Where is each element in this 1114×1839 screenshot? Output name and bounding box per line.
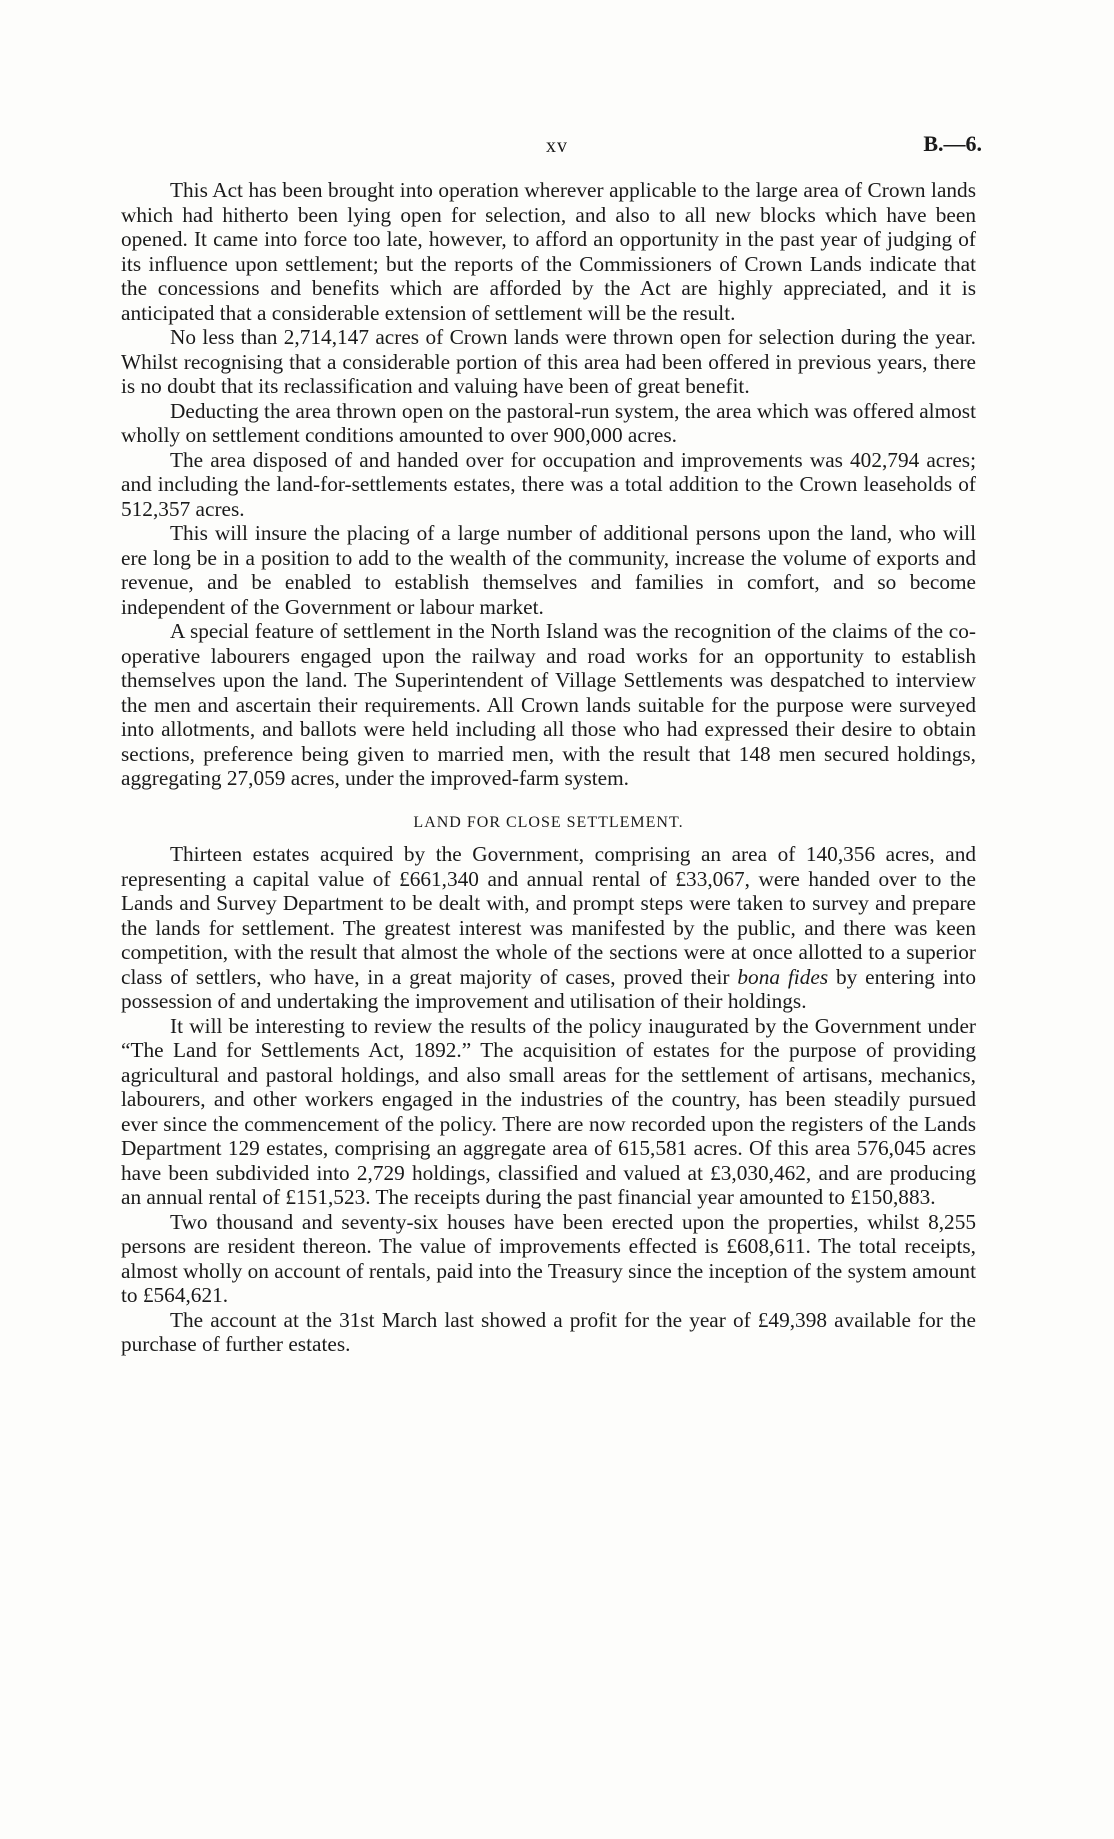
estates-text-before: Thirteen estates acquired by the Government, comprising an area of 140,356 acres, and representing a capital value of £661,340 and annual rental of £33,067, were handed over to the Lands and Survey Department to be dealt with, and prompt steps were taken to survey and prepare the lands for settlement. The greatest interest was manifested by the public, and there was keen competition, with the result that almost the whole of the sections were at once allotted to a superior class of settlers, who have, in a great majority of cases, proved their	[121, 842, 976, 989]
paragraph: A special feature of settlement in the North Island was the recognition of the claims of the co-operative labourers engaged upon the railway and road works for an opportunity to establish themselves upon the land. The Superintendent of Village Settlements was despatched to interview the men and ascertain their requirements. All Crown lands suitable for the purpose were surveyed into allotments, and ballots were held including all those who had expressed their desire to obtain sections, preference being given to married men, with the result that 148 men secured holdings, aggregating 27,059 acres, under the improved-farm system.	[121, 619, 976, 790]
paragraph: Deducting the area thrown open on the pastoral-run system, the area which was offered almost wholly on settlement conditions amounted to over 900,000 acres.	[121, 398, 976, 447]
italic-term: bona fides	[737, 964, 829, 989]
page-number: xv	[546, 135, 568, 157]
paragraph: The area disposed of and handed over for occupation and improvements was 402,794 acres; and including the land-for-settlements estates, there was a total addition to the Crown leaseholds of 512,357 acres.	[121, 447, 976, 521]
document-body	[121, 178, 976, 1357]
paragraph: This will insure the placing of a large number of additional persons upon the land, who will ere long be in a position to add to the wealth of the community, increase the volume of exports and revenue, and be enabled to establish themselves and families in comfort, and so become independent of the Government or labour market.	[121, 521, 976, 619]
paragraph: It will be interesting to review the results of the policy inaugurated by the Government under “The Land for Settlements Act, 1892.” The acquisition of estates for the purpose of providing agricultural and pastoral holdings, and also small areas for the settlement of artisans, mechanics, labourers, and other workers engaged in the industries of the country, has been steadily pursued ever since the commencement of the policy. There are now recorded upon the registers of the Lands Department 129 estates, comprising an aggregate area of 615,581 acres. Of this area 576,045 acres have been subdivided into 2,729 holdings, classified and valued at £3,030,462, and are producing an annual rental of £151,523. The receipts during the past financial year amounted to £150,883.	[121, 1013, 976, 1209]
paragraph: The account at the 31st March last showed a profit for the year of £49,398 available for the purchase of further estates.	[121, 1307, 976, 1356]
paragraph: No less than 2,714,147 acres of Crown lands were thrown open for selection during the year. Whilst recognising that a considerable portion of this area had been offered in previous years, there is no doubt that its reclassification and valuing have been of great benefit.	[121, 325, 976, 398]
document-code: B.—6.	[923, 131, 982, 156]
paragraph: This Act has been brought into operation wherever applicable to the large area of Crown lands which had hitherto been lying open for selection, and also to all new blocks which have been opened. It came into force too late, however, to afford an opportunity in the past year of judging of its influence upon settlement; but the reports of the Commissioners of Crown Lands indicate that the concessions and benefits which are afforded by the Act are highly appreciated, and it is anticipated that a considerable extension of settlement will be the result.	[121, 178, 976, 325]
estates-text-after: by entering into possession of and undertaking the improvement and utilisation of their holdings.	[121, 964, 976, 1013]
paragraph-estates	[121, 842, 976, 1014]
paragraph: Two thousand and seventy-six houses have been erected upon the properties, whilst 8,255 persons are resident thereon. The value of improvements effected is £608,611. The total receipts, almost wholly on account of rentals, paid into the Treasury since the inception of the system amount to £564,621.	[121, 1209, 976, 1307]
section-heading: LAND FOR CLOSE SETTLEMENT.	[413, 813, 684, 831]
